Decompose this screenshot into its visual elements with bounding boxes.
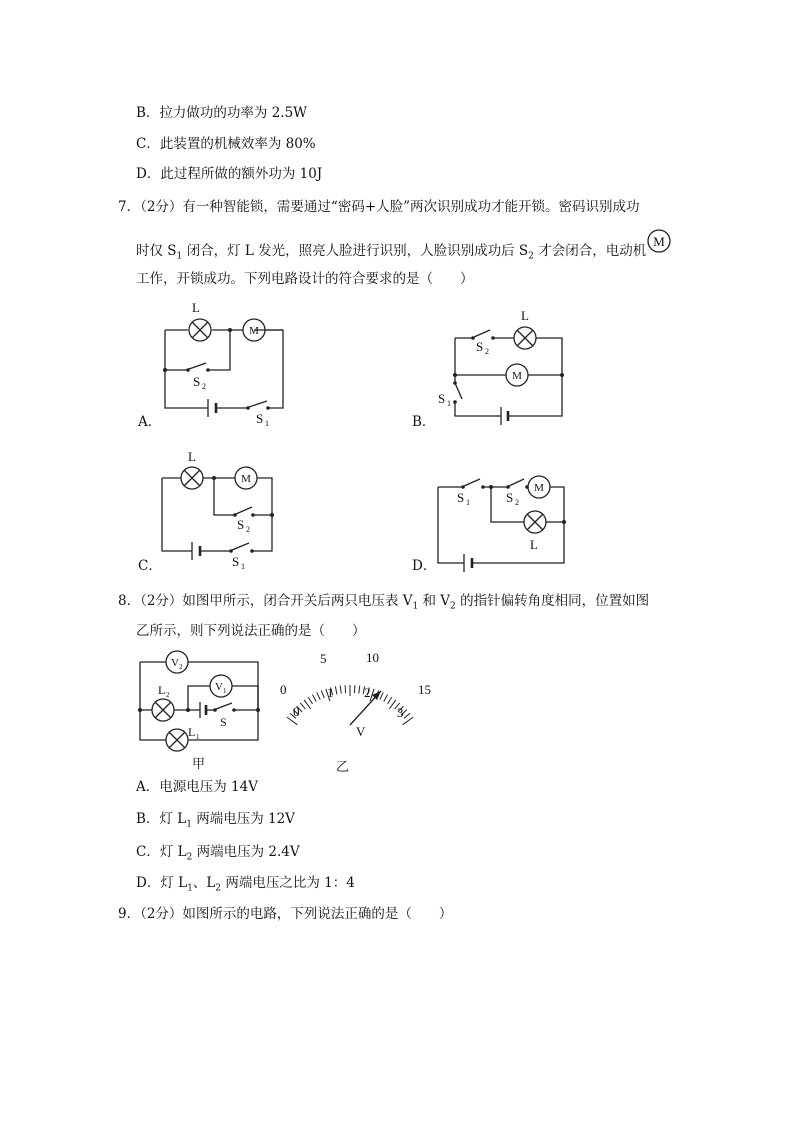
svg-text:S: S: [476, 339, 484, 354]
outer-label-5: 5: [320, 651, 327, 666]
svg-text:V: V: [215, 681, 223, 693]
dial-tick: [321, 690, 324, 697]
svg-text:1: 1: [265, 419, 269, 428]
dial-ticks: [287, 685, 413, 725]
dial-tick: [308, 697, 312, 704]
dial-tick: [380, 692, 383, 699]
dial-tick: [354, 685, 355, 693]
svg-text:L: L: [530, 537, 538, 552]
svg-text:2: 2: [179, 663, 183, 671]
q9-stem-line1: 9．（2分）如图所示的电路，下列说法正确的是（ ）: [118, 906, 453, 922]
dial-tick: [335, 686, 336, 694]
q6-option-d: D．此过程所做的额外功为 10J: [136, 166, 323, 182]
q7-circuit-d: [420, 465, 580, 575]
q7-stem-line2: 时仅 $S_1$ 闭合，灯 L 发光，照亮人脸进行识别，人脸识别成功后 $S_2$ 才会闭合，电动机: [136, 243, 647, 262]
q7-stem-line3: 工作，开锁成功。下列电路设计的符合要求的是（ ）: [136, 271, 474, 287]
svg-text:M: M: [512, 370, 522, 382]
svg-text:2: 2: [166, 691, 170, 699]
dial-tick: [312, 695, 316, 702]
inner-label-0: 0: [293, 704, 300, 719]
svg-text:2: 2: [485, 347, 489, 356]
svg-text:L: L: [188, 725, 196, 739]
q7-stem-line1: 7．（2分）有一种智能锁，需要通过“密码+人脸”两次识别成功才能开锁。密码识别成功: [118, 199, 640, 215]
q8-stem-line1: 8．（2分）如图甲所示，闭合开关后两只电压表 $V_1$ 和 $V_2$ 的指针偏转角度相同，位置如图: [118, 593, 650, 612]
q7-option-d-letter: D．: [412, 558, 437, 574]
outer-label-10: 10: [366, 650, 379, 665]
svg-text:1: 1: [241, 562, 245, 571]
svg-text:2: 2: [515, 498, 519, 507]
dial-tick: [388, 697, 392, 704]
svg-text:2: 2: [246, 525, 250, 534]
inner-label-1: 1: [327, 685, 334, 700]
q8-option-d: D．灯 $L_1$、$L_2$ 两端电压之比为 1：4: [136, 875, 355, 894]
q6-option-c: C．此装置的机械效率为 80%: [136, 136, 316, 152]
svg-text:S: S: [193, 374, 201, 389]
svg-text:S: S: [237, 517, 245, 532]
svg-text:M: M: [249, 325, 259, 337]
dial-tick: [345, 685, 346, 693]
q7-circuit-a: [130, 298, 300, 430]
q8-option-a: A．电源电压为 14V: [136, 779, 258, 795]
dial-tick: [300, 703, 305, 709]
q8-option-c: C．灯 $L_2$ 两端电压为 2.4V: [136, 844, 300, 863]
q8-stem-line2: 乙所示，则下列说法正确的是（ ）: [136, 623, 366, 639]
q8-figure-yi-dial: [268, 645, 438, 775]
outer-label-0: 0: [280, 682, 287, 697]
motor-symbol-inline: [646, 228, 672, 254]
svg-text:V: V: [171, 657, 179, 669]
svg-text:L: L: [521, 308, 529, 323]
svg-text:S: S: [232, 554, 240, 569]
svg-text:1: 1: [223, 687, 227, 695]
svg-text:L: L: [192, 300, 200, 315]
svg-text:1: 1: [466, 498, 470, 507]
dial-tick: [340, 686, 341, 694]
q7-option-a-letter: A．: [138, 414, 162, 430]
q8-figure-jia: [130, 648, 270, 776]
inner-label-3: 3: [397, 705, 404, 720]
motor-symbol-letter: M: [653, 234, 665, 249]
dial-tick: [389, 700, 395, 709]
dial-tick: [404, 713, 410, 718]
q7-option-c-letter: C．: [138, 558, 162, 574]
dial-unit: V: [356, 724, 366, 739]
svg-text:M: M: [241, 473, 251, 485]
q8-option-b: B．灯 $L_1$ 两端电压为 12V: [136, 811, 295, 830]
svg-text:S: S: [220, 715, 227, 729]
dial-tick: [317, 692, 320, 699]
outer-label-15: 15: [418, 682, 431, 697]
q7-option-b-letter: B．: [412, 414, 436, 430]
svg-text:2: 2: [202, 382, 206, 391]
svg-text:S: S: [457, 490, 465, 505]
svg-text:S: S: [438, 391, 446, 406]
fig-jia-caption: 甲: [192, 756, 206, 771]
svg-text:L: L: [188, 449, 196, 464]
q7-circuit-b: [435, 303, 575, 433]
fig-yi-caption: 乙: [336, 759, 350, 774]
dial-tick: [304, 700, 310, 709]
dial-tick: [384, 695, 388, 702]
svg-text:S: S: [256, 411, 264, 426]
svg-text:M: M: [534, 482, 544, 494]
dial-tick: [359, 686, 360, 694]
q6-option-b: B．拉力做功的功率为 2.5W: [136, 105, 308, 121]
inner-label-2: 2: [364, 685, 371, 700]
svg-text:1: 1: [196, 733, 200, 741]
q7-circuit-c: [140, 445, 290, 575]
svg-text:1: 1: [447, 399, 451, 408]
svg-text:S: S: [506, 490, 514, 505]
svg-text:L: L: [158, 683, 166, 697]
